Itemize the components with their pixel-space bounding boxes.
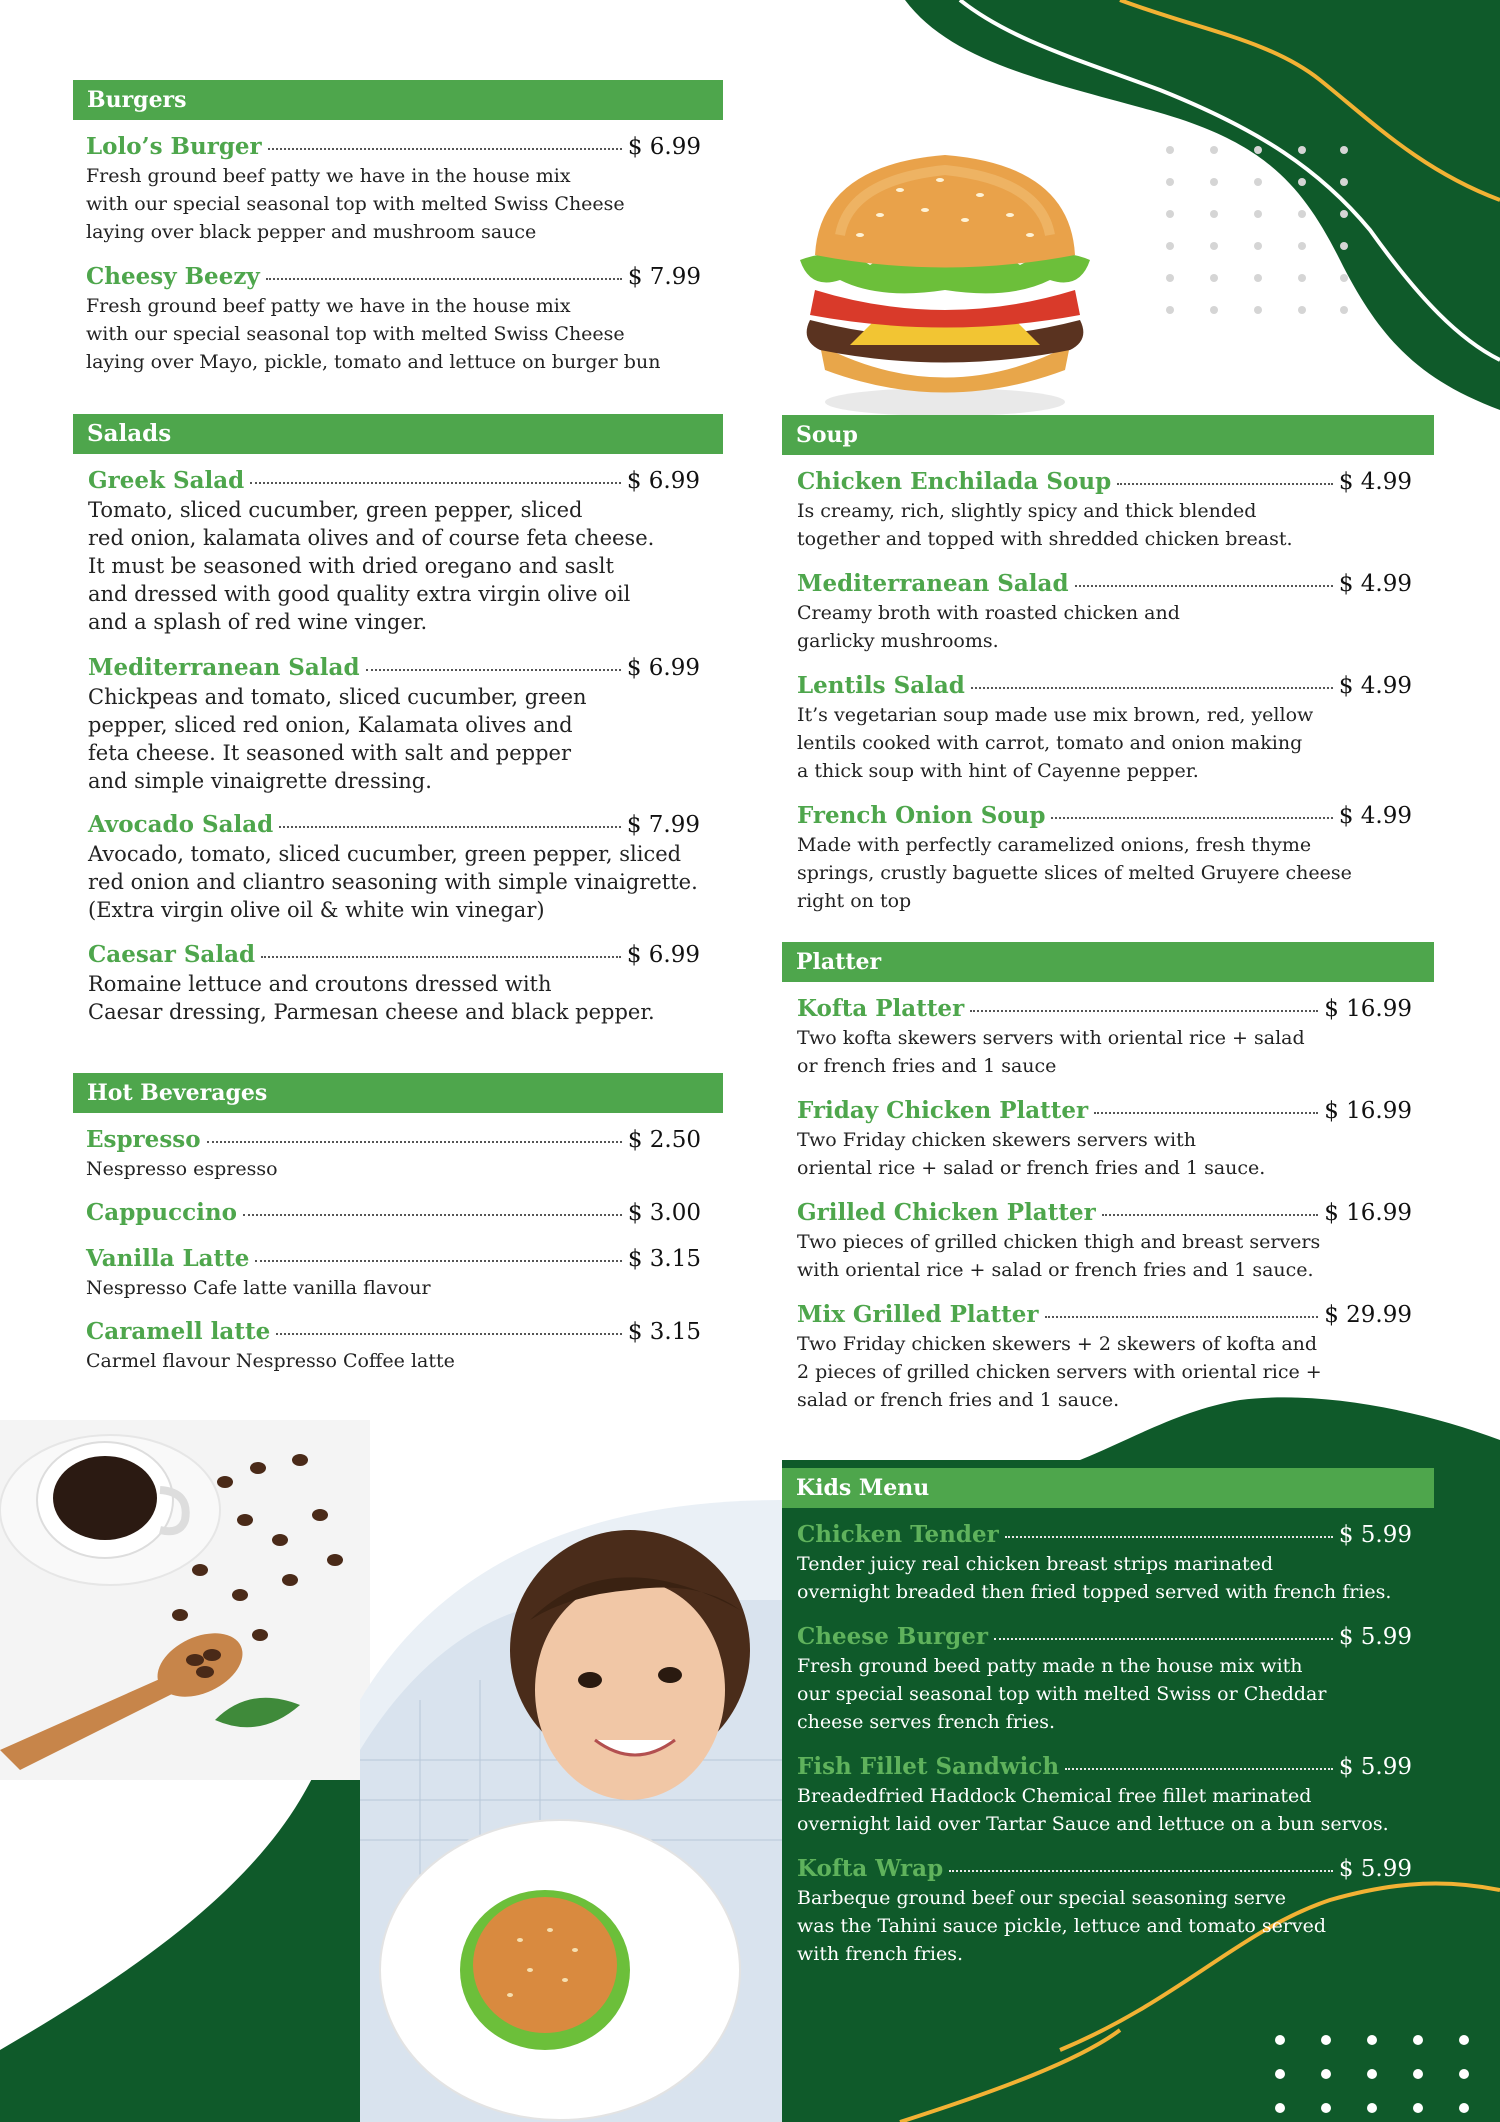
- item-name: Lentils Salad: [797, 672, 965, 699]
- item-name: Caramell latte: [86, 1318, 271, 1345]
- item-price: $ 16.99: [1324, 996, 1412, 1022]
- menu-item-kofta-wrap: [797, 1855, 1412, 1968]
- item-price: $ 3.00: [627, 1200, 701, 1226]
- item-price: $ 4.99: [1338, 469, 1412, 495]
- item-name: Kofta Platter: [797, 995, 965, 1022]
- item-description: Made with perfectly caramelized onions, fresh thyme springs, crustly baguette slices of melted Gruyere cheese right on top: [797, 834, 1352, 912]
- item-price: $ 2.50: [627, 1127, 701, 1153]
- item-name: Chicken Enchilada Soup: [797, 468, 1112, 495]
- section-header-platter: Platter: [782, 942, 1434, 982]
- item-price: $ 16.99: [1324, 1200, 1412, 1226]
- item-description: Romaine lettuce and croutons dressed with Caesar dressing, Parmesan cheese and black pepper.: [88, 972, 655, 1024]
- menu-item-mix-grilled-platter: [797, 1301, 1412, 1414]
- item-price: $ 7.99: [626, 812, 700, 838]
- item-name: Mix Grilled Platter: [797, 1301, 1039, 1328]
- leader-dots: [970, 1010, 1318, 1012]
- section-header-kids-menu: Kids Menu: [782, 1468, 1434, 1508]
- menu-item-cheese-burger: [797, 1623, 1412, 1736]
- menu-item-kofta-platter: [797, 995, 1412, 1080]
- leader-dots: [1094, 1112, 1318, 1114]
- item-price: $ 7.99: [627, 264, 701, 290]
- menu-item-avocado-salad: [88, 811, 700, 924]
- leader-dots: [366, 669, 621, 671]
- menu-item-lolos-burger: [86, 133, 701, 246]
- item-description: Carmel flavour Nespresso Coffee latte: [86, 1350, 455, 1372]
- item-price: $ 6.99: [626, 942, 700, 968]
- section-header-soup: Soup: [782, 415, 1434, 455]
- item-description: It’s vegetarian soup made use mix brown, red, yellow lentils cooked with carrot, tomato and onion making a thick soup with hint of Cayenne pepper.: [797, 704, 1314, 782]
- leader-dots: [1065, 1768, 1333, 1770]
- item-description: Breadedfried Haddock Chemical free fillet marinated overnight laid over Tartar Sauce and lettuce on a bun servos.: [797, 1785, 1389, 1835]
- leader-dots: [276, 1333, 622, 1335]
- item-name: Cheese Burger: [797, 1623, 988, 1650]
- item-description: Tender juicy real chicken breast strips marinated overnight breaded then fried topped served with french fries.: [797, 1553, 1392, 1603]
- leader-dots: [1045, 1316, 1319, 1318]
- item-name: Kofta Wrap: [797, 1855, 944, 1882]
- item-name: Caesar Salad: [88, 941, 256, 968]
- leader-dots: [207, 1141, 622, 1143]
- item-description: Barbeque ground beef our special seasoning serve was the Tahini sauce pickle, lettuce and tomato served with french fries.: [797, 1887, 1327, 1965]
- item-price: $ 3.15: [627, 1246, 701, 1272]
- menu-item-fish-fillet-sandwich: [797, 1753, 1412, 1838]
- menu-item-grilled-chicken-platter: [797, 1199, 1412, 1284]
- item-name: Mediterranean Salad: [797, 570, 1069, 597]
- item-name: Mediterranean Salad: [88, 654, 360, 681]
- item-name: Vanilla Latte: [86, 1245, 250, 1272]
- item-price: $ 3.15: [627, 1319, 701, 1345]
- leader-dots: [268, 148, 622, 150]
- section-header-burgers: Burgers: [73, 80, 723, 120]
- leader-dots: [1005, 1536, 1333, 1538]
- coffee-beans-image: [0, 1420, 370, 1780]
- item-price: $ 4.99: [1338, 803, 1412, 829]
- item-price: $ 4.99: [1338, 673, 1412, 699]
- leader-dots: [949, 1870, 1333, 1872]
- menu-item-espresso: [86, 1126, 701, 1183]
- item-name: Greek Salad: [88, 467, 245, 494]
- menu-item-caesar-salad: [88, 941, 700, 1026]
- item-price: $ 16.99: [1324, 1098, 1412, 1124]
- leader-dots: [243, 1214, 622, 1216]
- item-description: Chickpeas and tomato, sliced cucumber, green pepper, sliced red onion, Kalamata olives and feta cheese. It seasoned with salt and pepper and simple vinaigrette dressing.: [88, 685, 587, 793]
- leader-dots: [1051, 817, 1332, 819]
- menu-item-vanilla-latte: [86, 1245, 701, 1302]
- dot-grid-decoration: [1160, 140, 1360, 320]
- item-name: Avocado Salad: [88, 811, 274, 838]
- menu-item-chicken-tender: [797, 1521, 1412, 1606]
- item-description: Two Friday chicken skewers servers with oriental rice + salad or french fries and 1 sauce.: [797, 1129, 1266, 1179]
- menu-item-friday-chicken-platter: [797, 1097, 1412, 1182]
- item-description: Avocado, tomato, sliced cucumber, green pepper, sliced red onion and cliantro seasoning with simple vinaigrette. (Extra virgin olive oil & white win vinegar): [88, 842, 698, 922]
- leader-dots: [261, 956, 621, 958]
- leader-dots: [279, 826, 621, 828]
- leader-dots: [250, 482, 621, 484]
- item-name: Cheesy Beezy: [86, 263, 260, 290]
- item-price: $ 6.99: [626, 655, 700, 681]
- item-name: Grilled Chicken Platter: [797, 1199, 1096, 1226]
- item-name: French Onion Soup: [797, 802, 1046, 829]
- item-name: Espresso: [86, 1126, 201, 1153]
- item-price: $ 5.99: [1338, 1754, 1412, 1780]
- item-price: $ 6.99: [626, 468, 700, 494]
- item-name: Chicken Tender: [797, 1521, 999, 1548]
- leader-dots: [994, 1638, 1333, 1640]
- section-header-salads: Salads: [73, 414, 723, 454]
- item-description: Is creamy, rich, slightly spicy and thick blended together and topped with shredded chicken breast.: [797, 500, 1293, 550]
- kid-with-burger-image: [360, 1500, 782, 2122]
- section-header-hot-beverages: Hot Beverages: [73, 1073, 723, 1113]
- item-price: $ 5.99: [1338, 1522, 1412, 1548]
- menu-item-mediterranean-salad-soup: [797, 570, 1412, 655]
- leader-dots: [255, 1260, 621, 1262]
- leader-dots: [1117, 483, 1333, 485]
- item-description: Two kofta skewers servers with oriental rice + salad or french fries and 1 sauce: [797, 1027, 1305, 1077]
- item-name: Friday Chicken Platter: [797, 1097, 1089, 1124]
- menu-item-lentils-salad: [797, 672, 1412, 785]
- menu-item-cappuccino: [86, 1199, 701, 1226]
- item-price: $ 6.99: [627, 134, 701, 160]
- item-description: Nespresso espresso: [86, 1158, 278, 1180]
- item-name: Lolo’s Burger: [86, 133, 262, 160]
- leader-dots: [266, 278, 622, 280]
- item-price: $ 29.99: [1324, 1302, 1412, 1328]
- menu-item-cheesy-beezy: [86, 263, 701, 376]
- burger-image: [780, 140, 1110, 420]
- menu-item-greek-salad: [88, 467, 700, 636]
- item-price: $ 5.99: [1338, 1856, 1412, 1882]
- item-name: Fish Fillet Sandwich: [797, 1753, 1060, 1780]
- item-description: Tomato, sliced cucumber, green pepper, sliced red onion, kalamata olives and of course feta cheese. It must be seasoned with dried oregano and saslt and dressed with good quality extra virgin olive oil and a splash of red wine vinger.: [88, 498, 655, 634]
- item-description: Two pieces of grilled chicken thigh and breast servers with oriental rice + salad or french fries and 1 sauce.: [797, 1231, 1321, 1281]
- item-description: Creamy broth with roasted chicken and garlicky mushrooms.: [797, 602, 1180, 652]
- menu-item-caramell-latte: [86, 1318, 701, 1375]
- item-description: Fresh ground beed patty made n the house mix with our special seasonal top with melted Swiss or Cheddar cheese serves french fries.: [797, 1655, 1327, 1733]
- leader-dots: [1075, 585, 1333, 587]
- item-price: $ 4.99: [1338, 571, 1412, 597]
- item-description: Fresh ground beef patty we have in the house mix with our special seasonal top with melted Swiss Cheese laying over black pepper and mushroom sauce: [86, 165, 625, 243]
- menu-item-mediterranean-salad: [88, 654, 700, 795]
- item-name: Cappuccino: [86, 1199, 237, 1226]
- leader-dots: [1102, 1214, 1319, 1216]
- item-description: Nespresso Cafe latte vanilla flavour: [86, 1277, 431, 1299]
- menu-item-french-onion-soup: [797, 802, 1412, 915]
- menu-item-chicken-enchilada-soup: [797, 468, 1412, 553]
- item-price: $ 5.99: [1338, 1624, 1412, 1650]
- dot-grid-bottom-decoration: [1270, 2030, 1490, 2120]
- item-description: Fresh ground beef patty we have in the house mix with our special seasonal top with melted Swiss Cheese laying over Mayo, pickle, tomato and lettuce on burger bun: [86, 295, 661, 373]
- item-description: Two Friday chicken skewers + 2 skewers of kofta and 2 pieces of grilled chicken servers with oriental rice + salad or french fries and 1 sauce.: [797, 1333, 1322, 1411]
- leader-dots: [971, 687, 1333, 689]
